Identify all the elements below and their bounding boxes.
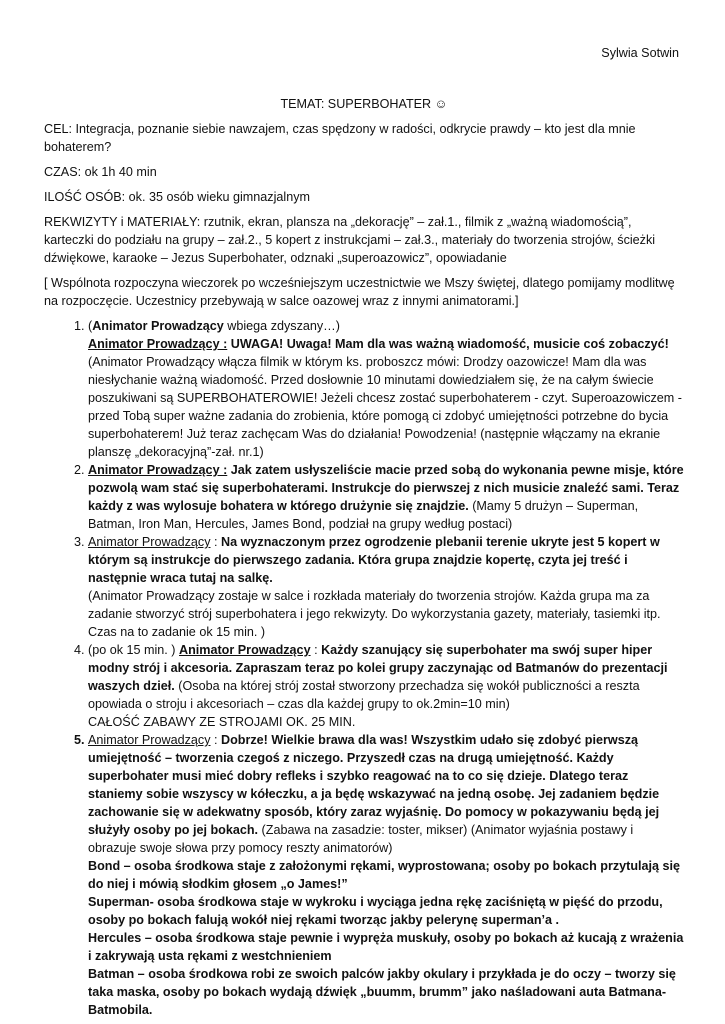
list-item [88, 641, 684, 731]
activity-list [44, 317, 684, 1019]
speech-text: Każdy szanujący się superbohater ma swój super hiper modny strój i akcesoria. Zapraszam teraz po kolei grupy zaczynając od Batmanów do prezentacji waszych dzieł. [88, 643, 668, 693]
props-paragraph: REKWIZYTY i MATERIAŁY: rzutnik, ekran, plansza na „dekorację” – zał.1., filmik z „ważną wiadomością”, karteczki do podziału na grupy – zał.2., 5 kopert z instrukcjami – zał.3., materiały do tworzenia strojów, ścieżki dźwiękowe, karaoke – Jezus Superbohater, odznaki „superoazowicz”, opowiadanie [44, 215, 656, 265]
text-run: : [210, 733, 218, 747]
text-run: wbiega zdyszany…) [223, 319, 340, 333]
speaker-label: Animator Prowadzący : [88, 463, 228, 477]
text-run: ( [88, 319, 93, 333]
stage-direction: (Osoba na której strój został stworzony przechadza się wokół publiczności a reszta opowiada o stroju i akcesoriach – czas dla każdej grupy to ok.2min=10 min) [88, 679, 640, 711]
list-item [88, 731, 684, 1019]
text-run: : [310, 643, 318, 657]
duration-note: CAŁOŚĆ ZABAWY ZE STROJAMI OK. 25 MIN. [88, 715, 356, 729]
list-item [88, 533, 684, 641]
pose-bond: Bond – osoba środkowa staje z założonymi rękami, wyprostowana; osoby po bokach przytulają się do niej i mówią słodkim głosem „o James!” [88, 859, 681, 891]
participants-paragraph: ILOŚĆ OSÓB: ok. 35 osób wieku gimnazjalnym [44, 190, 310, 204]
speech-line [88, 335, 684, 353]
document-body [44, 95, 684, 1019]
speaker-label: Animator Prowadzący [88, 535, 211, 549]
speech-text: Jak zatem usłyszeliście macie przed sobą do wykonania pewne misje, które pozwolą wam stać się superbohaterami. Instrukcje do pierwszej z nich musicie znaleźć sami. Teraz każdy z was wylosuje bohatera w którego drużynie się znajdzie. [88, 463, 684, 513]
intro-paragraph: [ Wspólnota rozpoczyna wieczorek po wcześniejszym uczestnictwie we Mszy świętej, dlatego pomijamy modlitwę na rozpoczęcie. Uczestnicy przebywają w salce oazowej wraz z innymi animatorami.] [44, 276, 675, 308]
speaker-label: Animator Prowadzący : [88, 337, 228, 351]
speaker-label: Animator Prowadzący [92, 319, 224, 333]
document-title: TEMAT: SUPERBOHATER ☺ [280, 97, 448, 111]
author-name: Sylwia Sotwin [601, 46, 679, 60]
list-item [88, 461, 684, 533]
goal-paragraph: CEL: Integracja, poznanie siebie nawzajem, czas spędzony w radości, odkrycie prawdy – kto jest dla mnie bohaterem? [44, 122, 636, 154]
list-item [88, 317, 684, 461]
pose-batman: Batman – osoba środkowa robi ze swoich palców jakby okulary i przykłada je do oczy – tworzy się taka maska, osoby po bokach wydają dźwięk „buumm, brumm” jako naśladowani auta Batmana- Batmobila. [88, 967, 676, 1017]
stage-direction: (Mamy 5 drużyn – Superman, Batman, Iron Man, Hercules, James Bond, podział na grupy według postaci) [88, 499, 639, 531]
stage-direction: (Animator Prowadzący zostaje w salce i rozkłada materiały do tworzenia strojów. Każda grupa ma za zadanie stworzyć strój superbohatera i jego rekwizyty. Do wykorzystania gazety, materiały, tasiemki itp. Czas na to zadanie ok 15 min. ) [88, 589, 661, 639]
stage-direction: (Zabawa na zasadzie: toster, mikser) (Animator wyjaśnia postawy i obrazuje swoje słowa przy pomocy reszty animatorów) [88, 823, 634, 855]
stage-direction: (Animator Prowadzący włącza filmik w którym ks. proboszcz mówi: Drodzy oazowicze! Mam dla was niesłychanie ważną wiadomość. Przed dosłownie 10 minutami dowiedziałem się, że na całym świecie poszukiwani są SUPERBOHATEROWIE! Jeżeli chcesz zostać superbohaterem - czyt. Superoazowiczem - przed Tobą super ważne zadania do zrobienia, które pomogą ci zdobyć umiejętności potrzebne do bycia superbohaterem! Już teraz zachęcam Was do działania! Powodzenia! (następnie włączamy na ekranie planszę „dekoracyjną”-zał. nr.1) [88, 355, 682, 459]
speaker-label: Animator Prowadzący [88, 733, 211, 747]
pose-superman: Superman- osoba środkowa staje w wykroku i wyciąga jedna rękę zaciśniętą w pięść do przodu, osoby po bokach falują wokół niej rękami tworząc jakby pelerynę superman’a . [88, 895, 663, 927]
speech-text: Na wyznaczonym przez ogrodzenie plebanii terenie ukryte jest 5 kopert w którym są instrukcje do pierwszego zadania. Która grupa znajdzie kopertę, czyta jej treść i następnie wraca tutaj na salkę. [88, 535, 660, 585]
text-run: (po ok 15 min. ) [88, 643, 179, 657]
speech-text: Dobrze! Wielkie brawa dla was! Wszystkim udało się zdobyć pierwszą umiejętność – tworzenia czegoś z niczego. Przyszedł czas na drugą umiejętność. Każdy superbohater musi mieć dobry refleks i szybko reagować na to co się dzieje. Dlatego teraz staniemy sobie wszyscy w kółeczku, a ja będę wskazywać na jedną osobę. Jej zadaniem będzie zachowanie się w adekwatny sposób, który zaraz wyjaśnię. Do pomocy w pokazywaniu będą jej służyły osoby po jej bokach. [88, 733, 660, 837]
pose-hercules: Hercules – osoba środkowa staje pewnie i wypręża muskuły, osoby po bokach aż kucają z wrażenia i zakrywają usta rękami z westchnieniem [88, 931, 684, 963]
time-paragraph: CZAS: ok 1h 40 min [44, 165, 157, 179]
text-run: : [210, 535, 218, 549]
speech-text: UWAGA! Uwaga! Mam dla was ważną wiadomość, musicie coś zobaczyć! [227, 337, 669, 351]
speaker-label: Animator Prowadzący [179, 643, 311, 657]
